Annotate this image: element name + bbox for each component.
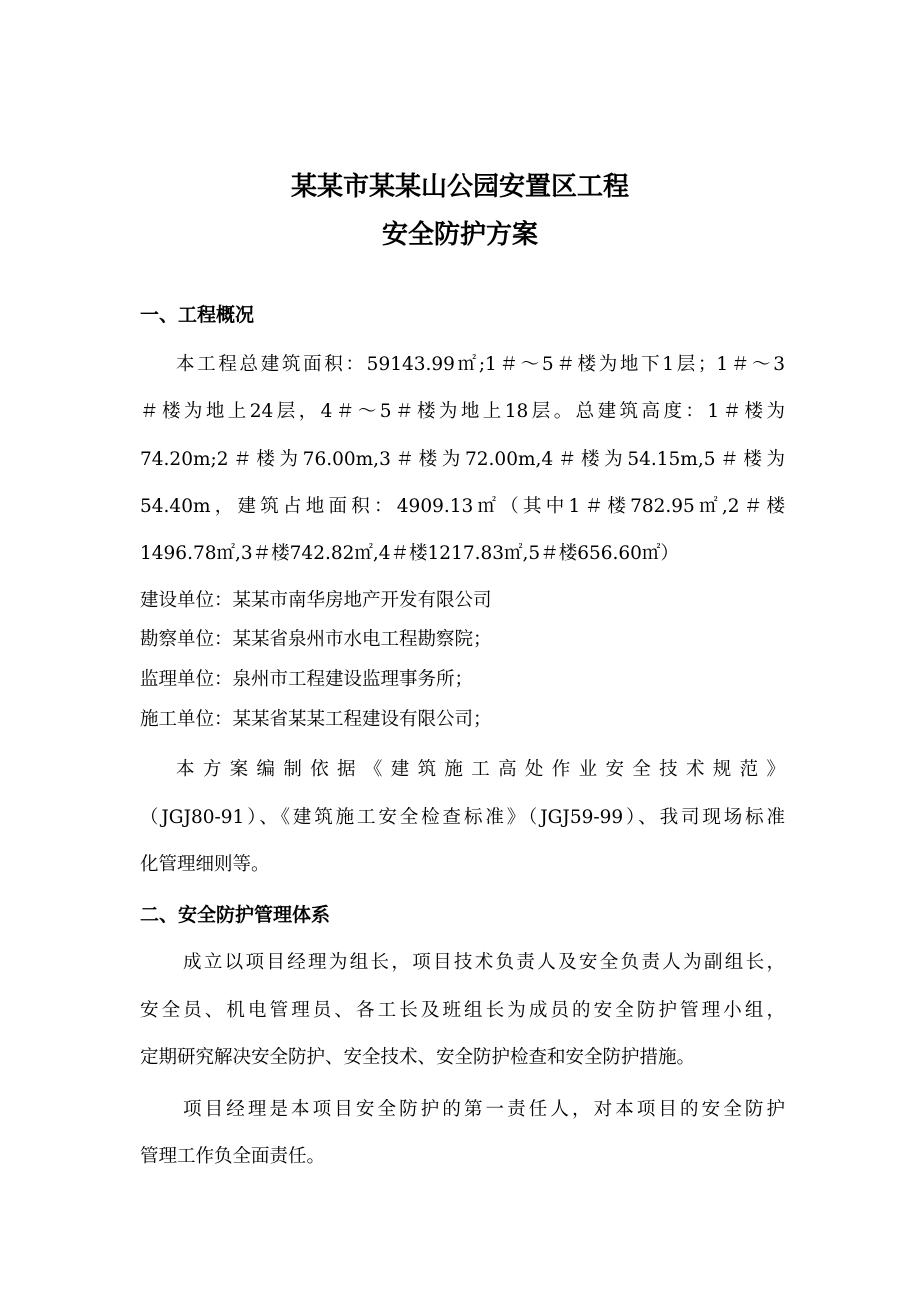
responsibility-paragraph-line: 项目经理是本项目安全防护的第一责任人，对本项目的安全防护: [183, 1099, 785, 1120]
overview-line: 本工程总建筑面积：59143.99㎡;1＃～5＃楼为地下1层；1＃～3: [176, 354, 785, 375]
management-paragraph-line: 成立以项目经理为组长，项目技术负责人及安全负责人为副组长，: [183, 952, 785, 973]
survey-unit: 勘察单位：某某省泉州市水电工程勘察院；: [140, 629, 492, 650]
basis-line: 化管理细则等。: [140, 854, 270, 875]
section-heading-safety-management: 二、安全防护管理体系: [140, 904, 331, 926]
document-subtitle: 安全防护方案: [381, 220, 538, 250]
construction-unit: 建设单位：某某市南华房地产开发有限公司: [140, 590, 492, 611]
management-paragraph-line: 安全员、机电管理员、各工长及班组长为成员的安全防护管理小组，: [140, 1000, 785, 1021]
overview-line: 1496.78㎡,3＃楼742.82㎡,4＃楼1217.83㎡,5＃楼656.60㎡）: [140, 543, 679, 564]
overview-line: ＃楼为地上24层，4＃～5＃楼为地上18层。总建筑高度：1＃楼为: [140, 401, 785, 422]
basis-line: 本方案编制依据《建筑施工高处作业安全技术规范》: [176, 759, 785, 780]
basis-line: （JGJ80-91）、《建筑施工安全检查标准》（JGJ59-99）、我司现场标准: [140, 807, 785, 828]
supervision-unit: 监理单位：泉州市工程建设监理事务所；: [140, 669, 474, 690]
document-title: 某某市某某山公园安置区工程: [290, 172, 629, 202]
responsibility-paragraph-line: 管理工作负全面责任。: [140, 1146, 326, 1167]
section-heading-overview: 一、工程概况: [140, 304, 255, 326]
overview-line: 74.20m;2＃楼为76.00m,3＃楼为72.00m,4＃楼为54.15m,5＃楼为: [140, 449, 785, 470]
management-paragraph-line: 定期研究解决安全防护、安全技术、安全防护检查和安全防护措施。: [140, 1047, 696, 1068]
overview-line: 54.40m，建筑占地面积：4909.13㎡（其中1＃楼782.95㎡,2＃楼: [140, 496, 785, 517]
contractor-unit: 施工单位：某某省某某工程建设有限公司；: [140, 709, 492, 730]
